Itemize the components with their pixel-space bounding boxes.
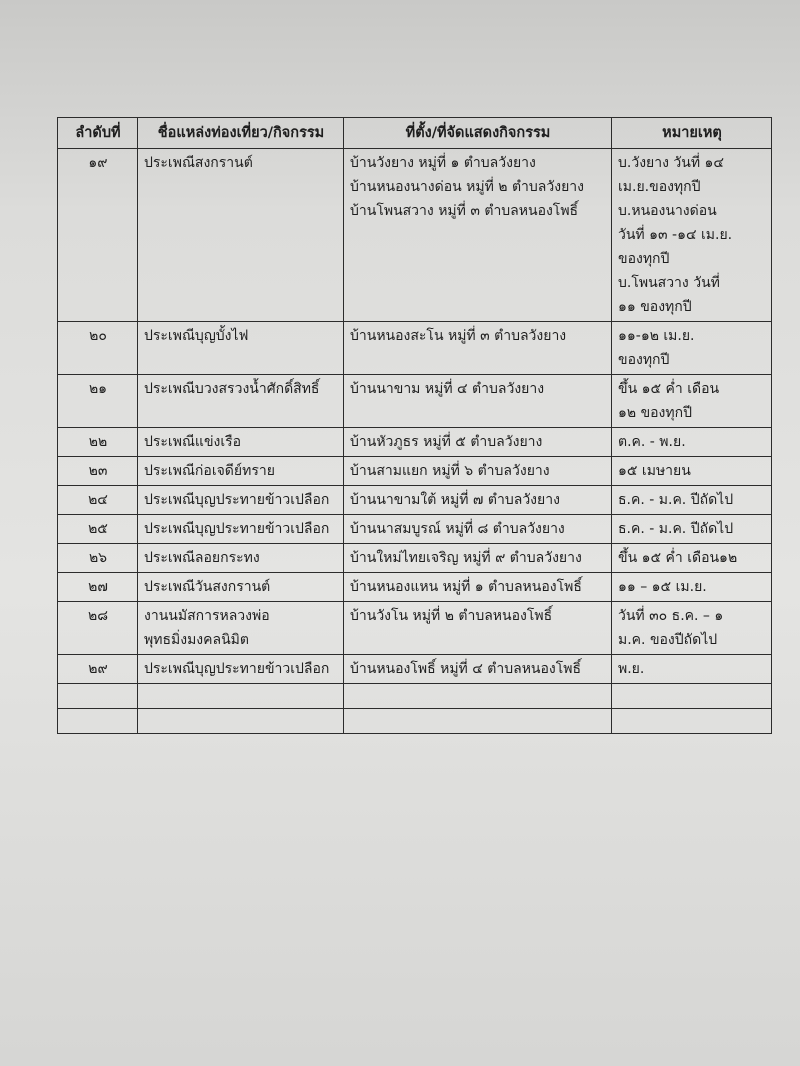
empty-cell <box>612 684 772 709</box>
activity-note-line: ของทุกปี <box>618 352 670 368</box>
empty-table-row <box>58 684 772 709</box>
row-number: ๑๙ <box>58 149 138 322</box>
activity-note-cell <box>612 573 772 602</box>
activity-location-line: บ้านใหม่ไทยเจริญ หมู่ที่ ๙ ตำบลวังยาง <box>350 550 582 566</box>
empty-cell <box>344 709 612 734</box>
header-no: ลำดับที่ <box>58 118 138 149</box>
activity-note-line: พ.ย. <box>618 661 645 677</box>
activity-note-line: ธ.ค. - ม.ค. ปีถัดไป <box>618 521 734 537</box>
row-number: ๒๒ <box>58 428 138 457</box>
activity-name-cell <box>138 602 344 655</box>
activity-note-line: ของทุกปี <box>618 251 670 267</box>
activity-note-cell <box>612 655 772 684</box>
row-number: ๒๐ <box>58 322 138 375</box>
activity-note-line: ขึ้น ๑๕ ค่ำ เดือน <box>618 381 720 397</box>
activity-location-line: บ้านหนองสะโน หมู่ที่ ๓ ตำบลวังยาง <box>350 328 567 344</box>
activity-location-line: บ้านวังยาง หมู่ที่ ๑ ตำบลวังยาง <box>350 155 536 171</box>
table-header-row <box>58 118 772 149</box>
header-location: ที่ตั้ง/ที่จัดแสดงกิจกรรม <box>344 118 612 149</box>
activity-location-cell <box>344 457 612 486</box>
activity-location-cell <box>344 375 612 428</box>
activity-note-line: วันที่ ๓๐ ธ.ค. – ๑ <box>618 608 724 624</box>
activity-location-line: บ้านหนองนางด่อน หมู่ที่ ๒ ตำบลวังยาง <box>350 179 584 195</box>
attractions-table <box>57 117 772 734</box>
activity-note-line: ๑๑-๑๒ เม.ย. <box>618 328 695 344</box>
activity-note-line: ๑๒ ของทุกปี <box>618 405 692 421</box>
header-note: หมายเหตุ <box>612 118 772 149</box>
activity-note-line: บ.หนองนางด่อน <box>618 203 717 219</box>
activity-note-line: วันที่ ๑๓ -๑๔ เม.ย. <box>618 227 733 243</box>
activity-note-line: บ.วังยาง วันที่ ๑๔ <box>618 155 724 171</box>
activity-location-cell <box>344 573 612 602</box>
row-number: ๒๘ <box>58 602 138 655</box>
empty-cell <box>138 709 344 734</box>
activity-name-cell <box>138 655 344 684</box>
empty-cell <box>138 684 344 709</box>
activity-name-cell <box>138 428 344 457</box>
activity-location-cell <box>344 544 612 573</box>
table-row <box>58 375 772 428</box>
table-body <box>58 149 772 734</box>
activity-note-line: ต.ค. - พ.ย. <box>618 434 686 450</box>
activity-name-line: งานนมัสการหลวงพ่อ <box>144 608 270 624</box>
activity-note-cell <box>612 515 772 544</box>
activity-name-line: ประเพณีบุญประทายข้าวเปลือก <box>144 492 330 508</box>
activity-name-line: ประเพณีก่อเจดีย์ทราย <box>144 463 275 479</box>
row-number: ๒๑ <box>58 375 138 428</box>
row-number: ๒๓ <box>58 457 138 486</box>
row-number: ๒๕ <box>58 515 138 544</box>
activity-location-line: บ้านโพนสวาง หมู่ที่ ๓ ตำบลหนองโพธิ์ <box>350 203 579 219</box>
activity-note-line: ๑๕ เมษายน <box>618 463 691 479</box>
activity-location-cell <box>344 149 612 322</box>
activity-name-cell <box>138 375 344 428</box>
empty-cell <box>58 709 138 734</box>
row-number: ๒๖ <box>58 544 138 573</box>
empty-table-row <box>58 709 772 734</box>
activity-location-line: บ้านหัวภูธร หมู่ที่ ๕ ตำบลวังยาง <box>350 434 543 450</box>
activity-location-line: บ้านนาขามใต้ หมู่ที่ ๗ ตำบลวังยาง <box>350 492 560 508</box>
activity-name-line: ประเพณีบวงสรวงน้ำศักดิ์สิทธิ์ <box>144 381 320 397</box>
empty-cell <box>344 684 612 709</box>
activity-name-line: ประเพณีแข่งเรือ <box>144 434 242 450</box>
activity-name-cell <box>138 149 344 322</box>
table-row <box>58 655 772 684</box>
activity-name-line: ประเพณีลอยกระทง <box>144 550 260 566</box>
table-row <box>58 149 772 322</box>
activity-note-cell <box>612 322 772 375</box>
table-row <box>58 428 772 457</box>
activity-note-cell <box>612 375 772 428</box>
activity-note-cell <box>612 602 772 655</box>
activity-note-line: เม.ย.ของทุกปี <box>618 179 701 195</box>
activity-name-line: ประเพณีวันสงกรานต์ <box>144 579 271 595</box>
activity-note-cell <box>612 544 772 573</box>
activity-name-cell <box>138 515 344 544</box>
table-row <box>58 602 772 655</box>
activity-note-line: ๑๑ ของทุกปี <box>618 299 692 315</box>
activity-name-line: ประเพณีบุญประทายข้าวเปลือก <box>144 521 330 537</box>
row-number: ๒๙ <box>58 655 138 684</box>
activity-location-line: บ้านสามแยก หมู่ที่ ๖ ตำบลวังยาง <box>350 463 550 479</box>
activity-name-cell <box>138 544 344 573</box>
activity-note-line: ๑๑ – ๑๕ เม.ย. <box>618 579 707 595</box>
table-row <box>58 573 772 602</box>
activity-name-line: ประเพณีสงกรานต์ <box>144 155 253 171</box>
activity-name-line: พุทธมิ่งมงคลนิมิต <box>144 632 249 648</box>
table-row <box>58 515 772 544</box>
table-row <box>58 457 772 486</box>
activity-note-line: ธ.ค. - ม.ค. ปีถัดไป <box>618 492 734 508</box>
table-row <box>58 486 772 515</box>
activity-note-cell <box>612 486 772 515</box>
activity-name-cell <box>138 322 344 375</box>
activity-note-line: ม.ค. ของปีถัดไป <box>618 632 718 648</box>
empty-cell <box>612 709 772 734</box>
activity-location-line: บ้านหนองแหน หมู่ที่ ๑ ตำบลหนองโพธิ์ <box>350 579 582 595</box>
activity-note-cell <box>612 428 772 457</box>
activity-name-cell <box>138 573 344 602</box>
activity-note-cell <box>612 149 772 322</box>
table-row <box>58 322 772 375</box>
empty-cell <box>58 684 138 709</box>
table-row <box>58 544 772 573</box>
activity-location-line: บ้านนาสมบูรณ์ หมู่ที่ ๘ ตำบลวังยาง <box>350 521 565 537</box>
activity-location-cell <box>344 515 612 544</box>
activity-location-cell <box>344 655 612 684</box>
activity-name-line: ประเพณีบุญประทายข้าวเปลือก <box>144 661 330 677</box>
activity-note-line: ขึ้น ๑๕ ค่ำ เดือน๑๒ <box>618 550 738 566</box>
activity-location-cell <box>344 486 612 515</box>
activity-location-line: บ้านนาขาม หมู่ที่ ๔ ตำบลวังยาง <box>350 381 545 397</box>
activity-location-cell <box>344 322 612 375</box>
activity-note-cell <box>612 457 772 486</box>
activity-name-cell <box>138 486 344 515</box>
row-number: ๒๗ <box>58 573 138 602</box>
header-name: ชื่อแหล่งท่องเที่ยว/กิจกรรม <box>138 118 344 149</box>
row-number: ๒๔ <box>58 486 138 515</box>
activity-note-line: บ.โพนสวาง วันที่ <box>618 275 720 291</box>
activity-name-line: ประเพณีบุญบั้งไฟ <box>144 328 249 344</box>
activity-location-line: บ้านวังโน หมู่ที่ ๒ ตำบลหนองโพธิ์ <box>350 608 553 624</box>
activity-name-cell <box>138 457 344 486</box>
activity-location-cell <box>344 428 612 457</box>
activity-location-cell <box>344 602 612 655</box>
activity-location-line: บ้านหนองโพธิ์ หมู่ที่ ๔ ตำบลหนองโพธิ์ <box>350 661 582 677</box>
